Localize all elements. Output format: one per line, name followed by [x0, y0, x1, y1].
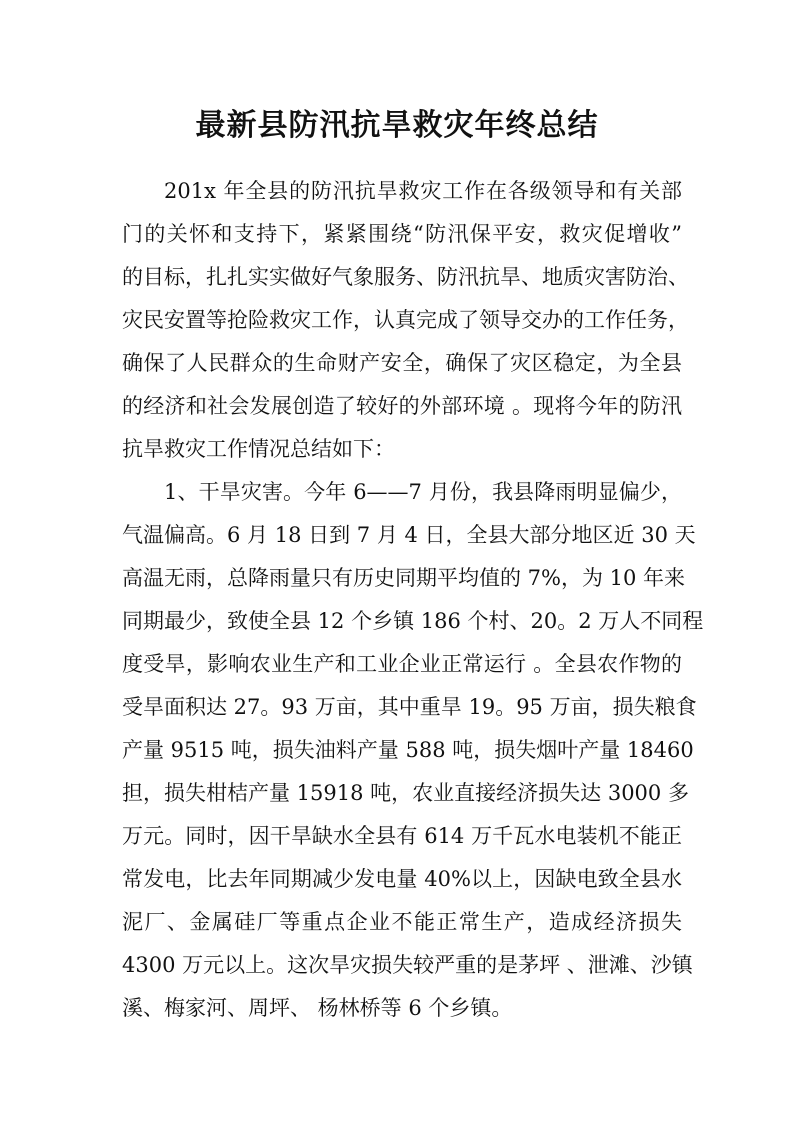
text-line: 4300 万元以上。这次旱灾损失较严重的是茅坪 、泄滩、沙镇	[122, 953, 693, 977]
document-body	[122, 170, 704, 1030]
text-line: 担，损失柑桔产量 15918 吨，农业直接经济损失达 3000 多	[122, 781, 689, 805]
paragraph-intro	[122, 170, 689, 471]
text-line: 的经济和社会发展创造了较好的外部环境 。现将今年的防汛	[122, 394, 682, 418]
text-line: 201x 年全县的防汛抗旱救灾工作在各级领导和有关部	[164, 179, 682, 203]
text-line: 气温偏高。6 月 18 日到 7 月 4 日，全县大部分地区近 30 天	[122, 523, 696, 547]
text-line: 溪、梅家河、周坪、 杨林桥等 6 个乡镇。	[122, 996, 513, 1020]
text-line: 确保了人民群众的生命财产安全，确保了灾区稳定，为全县	[122, 351, 682, 375]
text-line: 1、干旱灾害。今年 6——7 月份，我县降雨明显偏少，	[164, 480, 682, 504]
text-line: 万元。同时，因干旱缺水全县有 614 万千瓦水电装机不能正	[122, 824, 682, 848]
document-title: 最新县防汛抗旱救灾年终总结	[195, 108, 599, 143]
text-line: 的目标，扎扎实实做好气象服务、防汛抗旱、地质灾害防治、	[122, 265, 689, 289]
text-line: 同期最少，致使全县 12 个乡镇 186 个村、20。2 万人不同程	[122, 609, 704, 633]
text-line: 泥厂、金属硅厂等重点企业不能正常生产，造成经济损失	[122, 910, 682, 934]
text-line: 常发电，比去年同期减少发电量 40%以上，因缺电致全县水	[122, 867, 682, 891]
text-line: 受旱面积达 27。93 万亩，其中重旱 19。95 万亩，损失粮食	[122, 695, 697, 719]
paragraph-drought	[122, 471, 704, 1030]
text-line: 灾民安置等抢险救灾工作，认真完成了领导交办的工作任务，	[122, 308, 689, 332]
text-line: 产量 9515 吨，损失油料产量 588 吨，损失烟叶产量 18460	[122, 738, 694, 762]
text-line: 高温无雨，总降雨量只有历史同期平均值的 7%，为 10 年来	[122, 566, 686, 590]
text-line: 门的关怀和支持下，紧紧围绕“防汛保平安，救灾促增收”	[122, 222, 682, 246]
text-line: 抗旱救灾工作情况总结如下：	[122, 437, 395, 461]
text-line: 度受旱，影响农业生产和工业企业正常运行 。全县农作物的	[122, 652, 682, 676]
